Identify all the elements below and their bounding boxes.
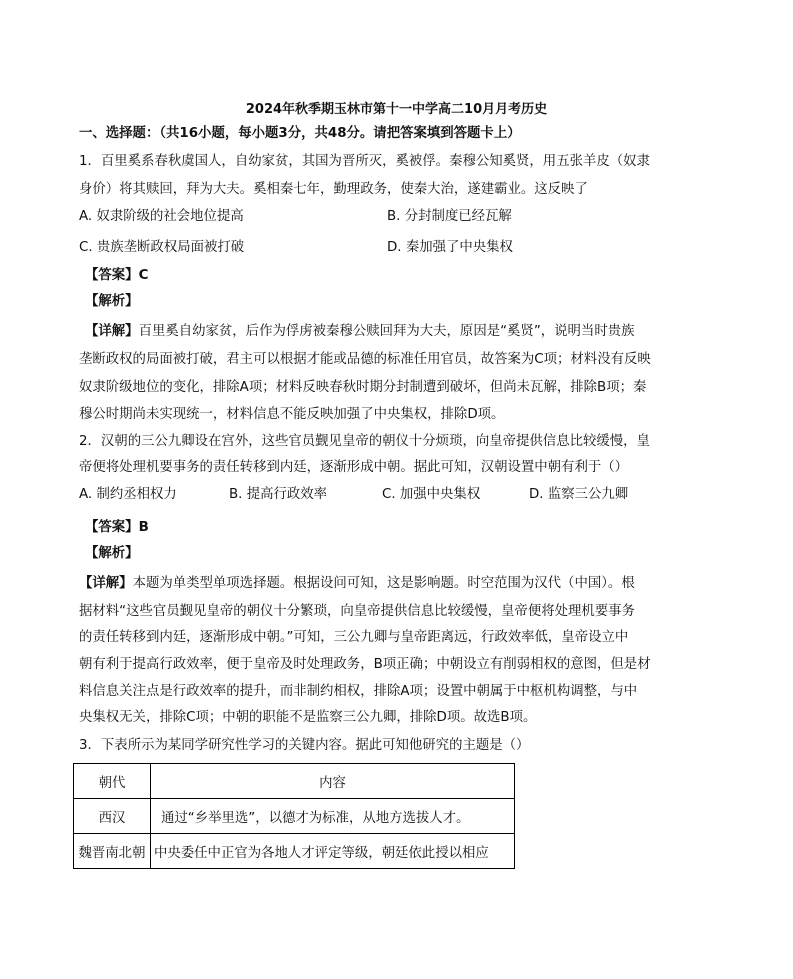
q3-table bbox=[73, 763, 515, 869]
q2-option-c: C. 加强中央集权 bbox=[382, 487, 481, 502]
section-heading: 一、选择题：（共16小题，每小题3分，共48分。请把答案填到答题卡上） bbox=[79, 126, 521, 141]
q2-answer-tag: 【答案】 bbox=[85, 520, 139, 535]
q1-option-b: B. 分封制度已经瓦解 bbox=[387, 209, 512, 224]
table-row bbox=[74, 799, 515, 834]
q2-option-a: A. 制约丞相权力 bbox=[79, 487, 177, 502]
q2-stem-line1: 2．汉朝的三公九卿设在宫外，这些官员觐见皇帝的朝仪十分烦琐，向皇帝提供信息比较缓慢，皇 bbox=[79, 434, 650, 449]
q2-detail-line1 bbox=[79, 576, 635, 592]
q1-analysis-tag: 【解析】 bbox=[85, 294, 139, 309]
q1-detail-line1 bbox=[85, 324, 635, 340]
table-cell-dynasty: 西汉 bbox=[74, 799, 151, 834]
q2-detail-tag: 【详解】 bbox=[79, 576, 133, 591]
q2-answer-value: B bbox=[138, 520, 149, 535]
q1-stem-line2: 身价）将其赎回，拜为大夫。奚相秦七年，勤理政务，使秦大治，遂建霸业。这反映了 bbox=[79, 182, 588, 197]
q2-option-d: D. 监察三公九卿 bbox=[529, 487, 629, 502]
q1-answer-tag: 【答案】 bbox=[85, 268, 139, 283]
q2-detail-line4: 朝有利于提高行政效率，便于皇帝及时处理政务，B项正确；中朝设立有削弱相权的意图，但是材 bbox=[79, 657, 651, 672]
exam-title: 2024年秋季期玉林市第十一中学高二10月月考历史 bbox=[245, 102, 548, 117]
q1-option-d: D. 秦加强了中央集权 bbox=[387, 240, 513, 255]
q1-detail-tag: 【详解】 bbox=[85, 324, 139, 339]
table-header-row bbox=[74, 764, 515, 799]
q1-detail-line2: 垄断政权的局面被打破，君主可以根据才能或品德的标准任用官员，故答案为C项；材料没有反映 bbox=[79, 352, 651, 367]
q2-detail-line5: 料信息关注点是行政效率的提升，而非制约相权，排除A项；设置中朝属于中枢机构调整，与中 bbox=[79, 684, 638, 699]
q2-stem-line2: 帝便将处理机要事务的责任转移到内廷，逐渐形成中朝。据此可知，汉朝设置中朝有利于（） bbox=[79, 460, 629, 475]
q1-stem-line1: 1．百里奚系春秋虞国人，自幼家贫，其国为晋所灭，奚被俘。秦穆公知奚贤，用五张羊皮（奴隶 bbox=[79, 154, 650, 169]
q2-detail-line6: 央集权无关，排除C项；中朝的职能不是监察三公九卿，排除D项。故选B项。 bbox=[79, 710, 537, 725]
q2-analysis-tag: 【解析】 bbox=[85, 546, 139, 561]
q1-detail-text1: 百里奚自幼家贫，后作为俘虏被秦穆公赎回拜为大夫，原因是“奚贤”，说明当时贵族 bbox=[138, 324, 635, 339]
q3-stem-line1: 3．下表所示为某同学研究性学习的关键内容。据此可知他研究的主题是（） bbox=[79, 738, 530, 753]
q1-answer bbox=[85, 268, 148, 284]
q1-option-c: C. 贵族垄断政权局面被打破 bbox=[79, 240, 245, 255]
q2-detail-text1: 本题为单类型单项选择题。根据设问可知，这是影响题。时空范围为汉代（中国）。根 bbox=[132, 576, 635, 591]
q1-option-a: A. 奴隶阶级的社会地位提高 bbox=[79, 209, 244, 224]
table-row bbox=[74, 834, 515, 869]
q2-option-b: B. 提高行政效率 bbox=[229, 487, 328, 502]
table-cell-content: 中央委任中正官为各地人才评定等级，朝廷依此授以相应 bbox=[151, 834, 515, 869]
table-cell-dynasty: 魏晋南北朝 bbox=[74, 834, 151, 869]
q1-detail-line4: 穆公时期尚未实现统一，材料信息不能反映加强了中央集权，排除D项。 bbox=[79, 407, 505, 422]
table-cell-content: 通过“乡举里选”，以德才为标准，从地方选拔人才。 bbox=[151, 799, 515, 834]
q1-answer-value: C bbox=[138, 268, 149, 283]
table-header-content: 内容 bbox=[151, 764, 515, 799]
q2-detail-line3: 的责任转移到内廷，逐渐形成中朝。”可知，三公九卿与皇帝距离远，行政效率低，皇帝设立中 bbox=[79, 630, 629, 645]
q2-answer bbox=[85, 520, 149, 536]
q1-detail-line3: 奴隶阶级地位的变化，排除A项；材料反映春秋时期分封制遭到破坏，但尚未瓦解，排除B项；秦 bbox=[79, 380, 647, 395]
q2-detail-line2: 据材料“这些官员觐见皇帝的朝仪十分繁琐，向皇帝提供信息比较缓慢，皇帝便将处理机要事务 bbox=[79, 604, 635, 619]
table-header-dynasty: 朝代 bbox=[74, 764, 151, 799]
